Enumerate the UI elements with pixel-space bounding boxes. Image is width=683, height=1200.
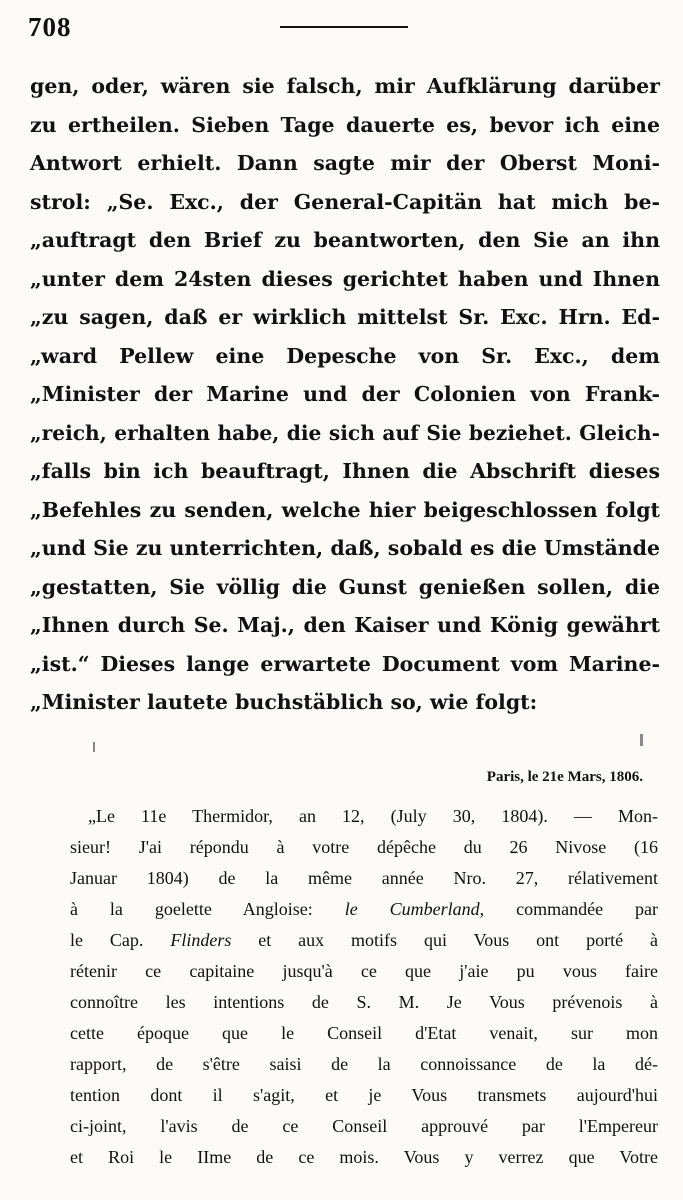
text-run: connoître les intentions de S. M. Je Vous prévenois à bbox=[70, 992, 658, 1012]
german-text-line: „und Sie zu unterrichten, daß, sobald es die Umstände bbox=[30, 536, 661, 560]
text-run: sieur! J'ai répondu à votre dépêche du 26 Nivose (16 bbox=[70, 837, 658, 857]
french-text-line bbox=[70, 987, 658, 1018]
text-run: et Roi le IIme de ce mois. Vous y verrez que Votre bbox=[70, 1147, 658, 1167]
text-run: „Le 11e Thermidor, an 12, (July 30, 1804). — Mon- bbox=[88, 806, 658, 826]
text-run: rétenir ce capitaine jusqu'à ce que j'aie pu vous faire bbox=[70, 961, 658, 981]
french-text-line bbox=[70, 1111, 658, 1142]
german-text-line: „gestatten, Sie völlig die Gunst genießen sollen, die bbox=[30, 574, 660, 599]
french-text-line bbox=[70, 863, 658, 894]
german-text-line: „ward Pellew eine Depesche von Sr. Exc., dem bbox=[30, 343, 660, 368]
german-text-line: „Minister der Marine und der Colonien von Frank- bbox=[30, 382, 660, 406]
german-text-line: „reich, erhalten habe, die sich auf Sie beziehet. Gleich- bbox=[30, 420, 660, 445]
margin-speck bbox=[93, 742, 95, 752]
german-text-line: „zu sagen, daß er wirklich mittelst Sr. Exc. Hrn. Ed- bbox=[30, 305, 660, 329]
german-text-line: „Ihnen durch Se. Maj., den Kaiser und König gewährt bbox=[30, 613, 660, 637]
french-text-line bbox=[70, 925, 658, 956]
german-text-line: „ist.“ Dieses lange erwartete Document vom Marine- bbox=[30, 651, 660, 676]
french-text-line bbox=[70, 956, 658, 987]
french-text-line bbox=[70, 1018, 658, 1049]
german-paragraph bbox=[30, 67, 660, 722]
margin-speck bbox=[640, 734, 643, 746]
german-text-line: „auftragt den Brief zu beantworten, den Sie an ihn bbox=[30, 228, 660, 252]
french-text-line bbox=[70, 1080, 658, 1111]
page-number: 708 bbox=[28, 12, 72, 42]
german-text-line: „falls bin ich beauftragt, Ihnen die Abschrift dieses bbox=[30, 459, 660, 483]
german-text-line: gen, oder, wären sie falsch, mir Aufklärung darüber bbox=[30, 74, 660, 98]
german-text-line: strol: „Se. Exc., der General-Capitän hat mich be- bbox=[30, 189, 660, 214]
french-text-line bbox=[70, 832, 658, 863]
text-run: ci-joint, l'avis de ce Conseil approuvé par l'Empereur bbox=[70, 1116, 658, 1136]
italic-name: le Cumberland bbox=[344, 899, 480, 919]
german-text-line: „Befehles zu senden, welche hier beigeschlossen folgt bbox=[30, 497, 660, 522]
text-run: tention dont il s'agit, et je Vous transmets aujourd'hui bbox=[70, 1085, 658, 1105]
text-run: et aux motifs qui Vous ont porté à bbox=[231, 930, 658, 950]
text-run: cette époque que le Conseil d'Etat venait, sur mon bbox=[70, 1023, 658, 1043]
french-text-line bbox=[88, 801, 658, 832]
text-run: le Cap. bbox=[70, 930, 171, 950]
header-rule bbox=[280, 26, 408, 28]
french-letter bbox=[70, 801, 658, 1173]
german-text-line: zu ertheilen. Sieben Tage dauerte es, bevor ich eine bbox=[30, 112, 660, 137]
german-text-line: Antwort erhielt. Dann sagte mir der Oberst Moni- bbox=[30, 151, 660, 175]
german-text-line: „Minister lautete buchstäblich so, wie folgt: bbox=[30, 690, 538, 714]
text-run: , commandée par bbox=[479, 899, 658, 919]
german-text-line: „unter dem 24sten dieses gerichtet haben und Ihnen bbox=[30, 266, 660, 291]
french-text-line bbox=[70, 1049, 658, 1080]
italic-name: Flinders bbox=[170, 930, 232, 950]
text-run: Januar 1804) de la même année Nro. 27, rélativement bbox=[70, 868, 658, 888]
letter-dateline: Paris, le 21e Mars, 1806. bbox=[486, 769, 643, 785]
french-text-line bbox=[70, 1142, 658, 1173]
french-text-line bbox=[70, 894, 658, 925]
text-run: à la goelette Angloise: bbox=[70, 899, 345, 919]
text-run: rapport, de s'être saisi de la connoissance de la dé- bbox=[70, 1054, 658, 1074]
